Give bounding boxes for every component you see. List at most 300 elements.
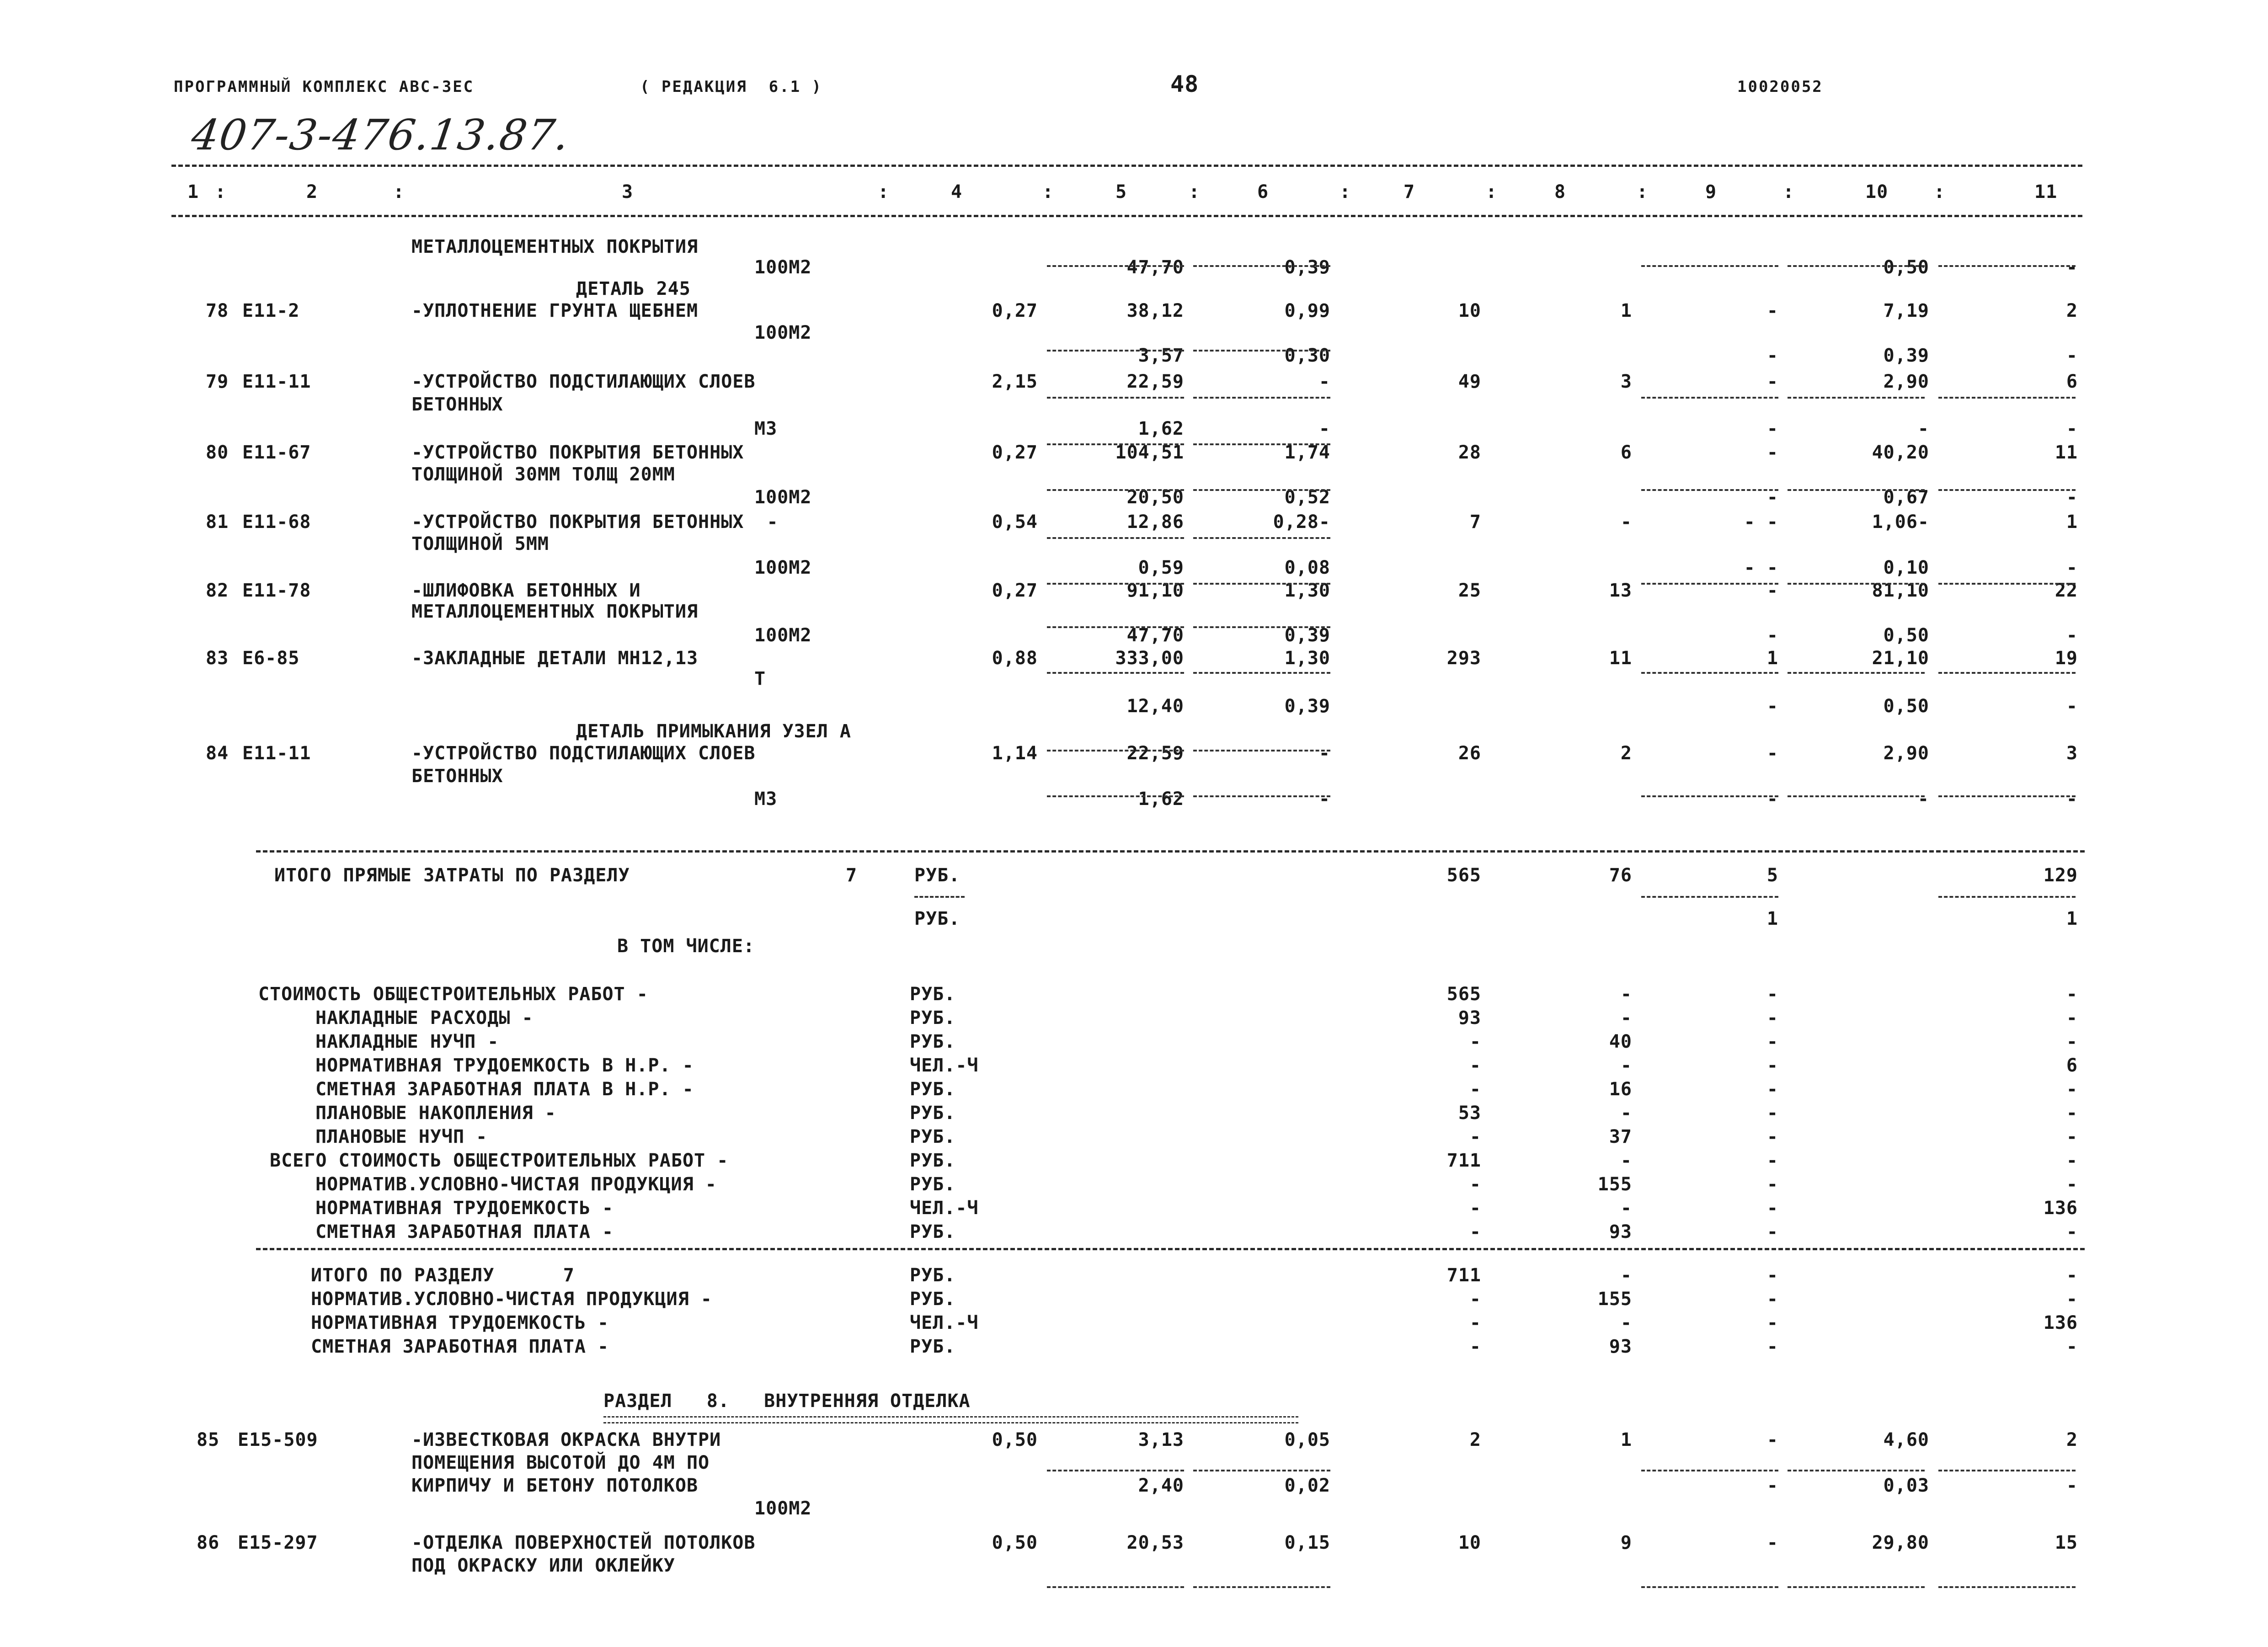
breakdown-c11: 136 xyxy=(2043,1198,2078,1219)
cell-underline xyxy=(1193,397,1330,399)
cell-c4: 2,15 xyxy=(992,371,1038,392)
cell-c9: - xyxy=(1766,345,1778,366)
work-description: 100М2 xyxy=(754,557,812,578)
cell-c9: - xyxy=(1766,300,1778,321)
breakdown-c7: - xyxy=(1469,1031,1481,1052)
cell-underline xyxy=(1193,537,1330,539)
breakdown-c7: - xyxy=(1469,1079,1481,1100)
column-separator: : xyxy=(1783,181,1795,203)
cell-c6: 0,99 xyxy=(1284,300,1330,321)
row-number: 83 xyxy=(206,648,229,669)
section-total-label: СМЕТНАЯ ЗАРАБОТНАЯ ПЛАТА - xyxy=(311,1336,609,1357)
cell-c11: - xyxy=(2066,557,2078,578)
section-total-label: ИТОГО ПО РАЗДЕЛУ 7 xyxy=(311,1265,575,1286)
cell-underline xyxy=(1938,795,2076,797)
column-separator: : xyxy=(1042,181,1054,203)
cell-c10: 1,06- xyxy=(1872,512,1929,533)
cell-c10: 29,80 xyxy=(1872,1532,1929,1553)
cell-underline xyxy=(1938,1586,2076,1588)
column-header-3: 3 xyxy=(622,181,634,203)
column-separator: : xyxy=(1339,181,1351,203)
breakdown-unit: РУБ. xyxy=(910,1103,956,1124)
cell-underline xyxy=(1641,583,1778,585)
cell-c4: 1,14 xyxy=(992,743,1038,764)
cell-underline xyxy=(1047,583,1184,585)
breakdown-c8: - xyxy=(1620,1150,1632,1171)
column-separator: : xyxy=(1637,181,1649,203)
cell-underline xyxy=(1641,1586,1778,1588)
breakdown-c7: 53 xyxy=(1458,1103,1481,1124)
cell-c5: 22,59 xyxy=(1126,743,1184,764)
section-total-c11: - xyxy=(2066,1336,2078,1357)
cell-c5: 12,40 xyxy=(1126,696,1184,717)
cell-underline xyxy=(1047,795,1184,797)
cell-underline xyxy=(1047,489,1184,491)
work-description: БЕТОННЫХ xyxy=(411,394,503,415)
cell-c10: 2,90 xyxy=(1883,371,1929,392)
totals-heading: ИТОГО ПРЯМЫЕ ЗАТРАТЫ ПО РАЗДЕЛУ xyxy=(274,865,630,886)
header-bottom-rule xyxy=(171,215,2082,217)
totals-unit: РУБ. xyxy=(914,865,961,886)
breakdown-c11: - xyxy=(2066,1126,2078,1147)
cell-underline xyxy=(1193,489,1330,491)
work-description: -УСТРОЙСТВО ПОДСТИЛАЮЩИХ СЛОЕВ xyxy=(411,371,756,392)
column-header-4: 4 xyxy=(951,181,963,203)
breakdown-c8: - xyxy=(1620,984,1632,1005)
cell-c5: 3,13 xyxy=(1138,1429,1184,1450)
cell-c10: 40,20 xyxy=(1872,442,1929,463)
section-total-unit: РУБ. xyxy=(910,1289,956,1310)
cell-c4: 0,27 xyxy=(992,442,1038,463)
breakdown-label: ПЛАНОВЫЕ НАКОПЛЕНИЯ - xyxy=(315,1103,556,1124)
cell-c6: - xyxy=(1318,743,1330,764)
cell-c9: - xyxy=(1766,487,1778,508)
cell-c7: 26 xyxy=(1458,743,1481,764)
breakdown-c7: - xyxy=(1469,1221,1481,1242)
cell-c5: 333,00 xyxy=(1115,648,1184,669)
cell-c10: 2,90 xyxy=(1883,743,1929,764)
breakdown-c8: - xyxy=(1620,1103,1632,1124)
cell-c6: 0,02 xyxy=(1284,1475,1330,1496)
breakdown-unit: РУБ. xyxy=(910,1079,956,1100)
section-total-c7: - xyxy=(1469,1336,1481,1357)
cell-c11: - xyxy=(2066,418,2078,439)
row-number: 84 xyxy=(206,743,229,764)
cell-c5: 0,59 xyxy=(1138,557,1184,578)
column-header-6: 6 xyxy=(1257,181,1269,203)
breakdown-c8: - xyxy=(1620,1055,1632,1076)
row-number: 78 xyxy=(206,300,229,321)
breakdown-c8: 16 xyxy=(1609,1079,1632,1100)
cell-c11: 11 xyxy=(2055,442,2078,463)
breakdown-c8: 155 xyxy=(1597,1174,1632,1195)
document-code: 10020052 xyxy=(1737,78,1823,96)
cell-underline xyxy=(1193,626,1330,628)
cell-underline xyxy=(1641,397,1778,399)
cell-c8: 2 xyxy=(1620,743,1632,764)
row-number: 86 xyxy=(197,1532,220,1553)
breakdown-label: НАКЛАДНЫЕ РАСХОДЫ - xyxy=(315,1007,534,1029)
totals-top-rule xyxy=(256,850,2085,853)
rate-code: Е11-11 xyxy=(242,743,311,764)
breakdown-c11: - xyxy=(2066,1150,2078,1171)
work-description: -УПЛОТНЕНИЕ ГРУНТА ЩЕБНЕМ xyxy=(411,300,699,321)
cell-c6: 0,28- xyxy=(1273,512,1330,533)
cell-c6: 0,39 xyxy=(1284,625,1330,646)
cell-c7: 10 xyxy=(1458,300,1481,321)
work-description: 100М2 xyxy=(754,257,812,278)
cell-underline xyxy=(1047,750,1184,752)
cell-c6: 0,08 xyxy=(1284,557,1330,578)
cell-underline xyxy=(1641,265,1778,267)
cell-underline xyxy=(1047,537,1184,539)
work-description: 100М2 xyxy=(754,487,812,508)
cell-underline xyxy=(1938,397,2076,399)
cell-underline xyxy=(1193,265,1330,267)
breakdown-c9: - xyxy=(1766,1221,1778,1242)
cell-c6: 0,30 xyxy=(1284,345,1330,366)
cell-underline xyxy=(1641,489,1778,491)
cell-c9: - xyxy=(1766,418,1778,439)
cell-underline xyxy=(1938,1470,2076,1471)
cell-c6: 1,30 xyxy=(1284,580,1330,601)
row-number: 80 xyxy=(206,442,229,463)
cell-underline xyxy=(1788,397,1925,399)
cell-c5: 47,70 xyxy=(1126,257,1184,278)
cell-c11: - xyxy=(2066,345,2078,366)
cell-c5: 1,62 xyxy=(1138,789,1184,810)
cell-underline xyxy=(1193,750,1330,752)
cell-c6: - xyxy=(1318,371,1330,392)
rate-code: Е11-11 xyxy=(242,371,311,392)
breakdown-c11: - xyxy=(2066,1031,2078,1052)
breakdown-c7: - xyxy=(1469,1055,1481,1076)
row-number: 81 xyxy=(206,512,229,533)
breakdown-c7: 93 xyxy=(1458,1007,1481,1029)
table-top-rule xyxy=(171,165,2082,167)
cell-c5: 12,86 xyxy=(1126,512,1184,533)
cell-c10: 0,03 xyxy=(1883,1475,1929,1496)
work-description: ДЕТАЛЬ 245 xyxy=(576,278,691,299)
work-description: -УСТРОЙСТВО ПОКРЫТИЯ БЕТОННЫХ - xyxy=(411,512,779,533)
cell-c10: - xyxy=(1917,789,1929,810)
section-total-c11: 136 xyxy=(2043,1312,2078,1333)
cell-underline xyxy=(1938,265,2076,267)
column-header-5: 5 xyxy=(1115,181,1127,203)
cell-c11: - xyxy=(2066,1475,2078,1496)
cell-c4: 0,50 xyxy=(992,1429,1038,1450)
totals-sub-c11: 1 xyxy=(2066,908,2078,929)
in-that-number-label: В ТОМ ЧИСЛЕ: xyxy=(617,936,755,957)
cell-c7: 293 xyxy=(1446,648,1481,669)
cell-c9: - - xyxy=(1744,557,1778,578)
cell-c11: - xyxy=(2066,487,2078,508)
cell-c4: 0,27 xyxy=(992,580,1038,601)
breakdown-c11: - xyxy=(2066,1221,2078,1242)
column-header-1: 1 xyxy=(187,181,199,203)
breakdown-unit: РУБ. xyxy=(910,1150,956,1171)
section-total-unit: ЧЕЛ.-Ч xyxy=(910,1312,979,1333)
cell-c11: - xyxy=(2066,696,2078,717)
cell-c5: 20,53 xyxy=(1126,1532,1184,1553)
work-description: 100М2 xyxy=(754,1498,812,1519)
work-description: ТОЛЩИНОЙ 5ММ xyxy=(411,533,549,554)
totals-sub-c9: 1 xyxy=(1766,908,1778,929)
section-total-c8: 93 xyxy=(1609,1336,1632,1357)
cell-c11: 19 xyxy=(2055,648,2078,669)
cell-underline xyxy=(1938,583,2076,585)
cell-c10: 0,67 xyxy=(1883,487,1929,508)
cell-c5: 22,59 xyxy=(1126,371,1184,392)
work-description: -УСТРОЙСТВО ПОКРЫТИЯ БЕТОННЫХ xyxy=(411,442,744,463)
cell-c6: - xyxy=(1318,789,1330,810)
section-total-c8: 155 xyxy=(1597,1289,1632,1310)
cell-underline xyxy=(1193,672,1330,674)
rate-code: Е15-509 xyxy=(238,1429,318,1450)
cell-underline xyxy=(1047,1586,1184,1588)
cell-c11: 22 xyxy=(2055,580,2078,601)
cell-underline xyxy=(1938,672,2076,674)
cell-underline xyxy=(1641,1470,1778,1471)
cell-underline xyxy=(1938,896,2076,898)
cell-underline xyxy=(1788,1470,1925,1471)
cell-c11: 3 xyxy=(2066,743,2078,764)
column-header-8: 8 xyxy=(1554,181,1566,203)
breakdown-c7: 565 xyxy=(1446,984,1481,1005)
breakdown-c7: - xyxy=(1469,1198,1481,1219)
cell-c11: - xyxy=(2066,257,2078,278)
cell-c4: 0,50 xyxy=(992,1532,1038,1553)
cell-c5: 20,50 xyxy=(1126,487,1184,508)
totals-c11: 129 xyxy=(2043,865,2078,886)
work-description: КИРПИЧУ И БЕТОНУ ПОТОЛКОВ xyxy=(411,1475,699,1496)
cell-c6: - xyxy=(1318,418,1330,439)
cell-c8: 13 xyxy=(1609,580,1632,601)
breakdown-c11: - xyxy=(2066,1174,2078,1195)
cell-c9: - xyxy=(1766,580,1778,601)
column-separator: : xyxy=(393,181,405,203)
handwritten-project-number: 407-3-476.13.87. xyxy=(188,111,573,160)
cell-c10: - xyxy=(1917,418,1929,439)
cell-underline xyxy=(1047,350,1184,352)
cell-c10: 0,39 xyxy=(1883,345,1929,366)
breakdown-unit: РУБ. xyxy=(910,1126,956,1147)
rate-code: Е11-2 xyxy=(242,300,300,321)
section-total-c9: - xyxy=(1766,1336,1778,1357)
breakdown-label: НОРМАТИВНАЯ ТРУДОЕМКОСТЬ В Н.Р. - xyxy=(315,1055,694,1076)
breakdown-c9: - xyxy=(1766,1007,1778,1029)
cell-c5: 91,10 xyxy=(1126,580,1184,601)
section-total-c11: - xyxy=(2066,1265,2078,1286)
work-description: -ИЗВЕСТКОВАЯ ОКРАСКА ВНУТРИ xyxy=(411,1429,721,1450)
column-separator: : xyxy=(878,181,890,203)
cell-underline xyxy=(1047,672,1184,674)
cell-c8: 1 xyxy=(1620,1429,1632,1450)
row-number: 82 xyxy=(206,580,229,601)
totals-unit-2: РУБ. xyxy=(914,908,961,929)
work-description: БЕТОННЫХ xyxy=(411,766,503,787)
work-description: -ЗАКЛАДНЫЕ ДЕТАЛИ МН12,13 xyxy=(411,648,699,669)
column-header-9: 9 xyxy=(1705,181,1717,203)
breakdown-c7: - xyxy=(1469,1174,1481,1195)
cell-underline xyxy=(1047,1470,1184,1471)
cell-underline xyxy=(1193,350,1330,352)
breakdown-unit: РУБ. xyxy=(910,1221,956,1242)
breakdown-c7: - xyxy=(1469,1126,1481,1147)
breakdown-label: СМЕТНАЯ ЗАРАБОТНАЯ ПЛАТА - xyxy=(315,1221,614,1242)
cell-c5: 47,70 xyxy=(1126,625,1184,646)
work-description: ПОД ОКРАСКУ ИЛИ ОКЛЕЙКУ xyxy=(411,1555,675,1576)
column-header-7: 7 xyxy=(1403,181,1415,203)
work-description: ДЕТАЛЬ ПРИМЫКАНИЯ УЗЕЛ А xyxy=(576,721,851,742)
breakdown-unit: ЧЕЛ.-Ч xyxy=(910,1198,979,1219)
cell-c8: 3 xyxy=(1620,371,1632,392)
column-separator: : xyxy=(215,181,227,203)
cell-underline xyxy=(1047,626,1184,628)
work-description: -ОТДЕЛКА ПОВЕРХНОСТЕЙ ПОТОЛКОВ xyxy=(411,1532,756,1553)
cell-underline xyxy=(1193,795,1330,797)
cell-c10: 7,19 xyxy=(1883,300,1929,321)
breakdown-label: НОРМАТИВ.УСЛОВНО-ЧИСТАЯ ПРОДУКЦИЯ - xyxy=(315,1174,717,1195)
cell-c11: - xyxy=(2066,625,2078,646)
cell-c11: 15 xyxy=(2055,1532,2078,1553)
breakdown-c11: - xyxy=(2066,1103,2078,1124)
rate-code: Е15-297 xyxy=(238,1532,318,1553)
cell-c10: 81,10 xyxy=(1872,580,1929,601)
work-description: ПОМЕЩЕНИЯ ВЫСОТОЙ ДО 4М ПО xyxy=(411,1452,710,1473)
cell-underline xyxy=(1641,672,1778,674)
cell-c10: 0,50 xyxy=(1883,257,1929,278)
cell-c9: 1 xyxy=(1766,648,1778,669)
breakdown-c9: - xyxy=(1766,1126,1778,1147)
section-total-c8: - xyxy=(1620,1312,1632,1333)
breakdown-c7: 711 xyxy=(1446,1150,1481,1171)
section-total-rule xyxy=(256,1248,2085,1250)
cell-underline xyxy=(1193,1586,1330,1588)
breakdown-c11: - xyxy=(2066,984,2078,1005)
section-total-c9: - xyxy=(1766,1312,1778,1333)
cell-c6: 1,30 xyxy=(1284,648,1330,669)
cell-c6: 0,39 xyxy=(1284,696,1330,717)
breakdown-unit: ЧЕЛ.-Ч xyxy=(910,1055,979,1076)
cell-c7: 25 xyxy=(1458,580,1481,601)
breakdown-c11: - xyxy=(2066,1079,2078,1100)
cell-c5: 104,51 xyxy=(1115,442,1184,463)
section-total-c9: - xyxy=(1766,1289,1778,1310)
breakdown-c9: - xyxy=(1766,1150,1778,1171)
page-number: 48 xyxy=(1170,71,1199,97)
cell-underline xyxy=(1047,443,1184,445)
cell-c8: 9 xyxy=(1620,1532,1632,1553)
work-description: 100М2 xyxy=(754,322,812,343)
section-8-heading: РАЗДЕЛ 8. ВНУТРЕННЯЯ ОТДЕЛКА xyxy=(603,1391,971,1412)
section-total-c8: - xyxy=(1620,1265,1632,1286)
totals-c9: 5 xyxy=(1766,865,1778,886)
cell-c5: 38,12 xyxy=(1126,300,1184,321)
column-header-11: 11 xyxy=(2034,181,2058,203)
breakdown-c8: 40 xyxy=(1609,1031,1632,1052)
cell-c10: 0,50 xyxy=(1883,696,1929,717)
breakdown-label: СМЕТНАЯ ЗАРАБОТНАЯ ПЛАТА В Н.Р. - xyxy=(315,1079,694,1100)
cell-underline xyxy=(1788,583,1925,585)
breakdown-label: СТОИМОСТЬ ОБЩЕСТРОИТЕЛЬНЫХ РАБОТ - xyxy=(258,984,648,1005)
cell-underline xyxy=(1193,443,1330,445)
cell-c9: - xyxy=(1766,1475,1778,1496)
cell-c9: - xyxy=(1766,1429,1778,1450)
cell-c6: 0,52 xyxy=(1284,487,1330,508)
breakdown-unit: РУБ. xyxy=(910,1031,956,1052)
section-total-unit: РУБ. xyxy=(910,1265,956,1286)
section-total-unit: РУБ. xyxy=(910,1336,956,1357)
breakdown-c9: - xyxy=(1766,1198,1778,1219)
breakdown-c9: - xyxy=(1766,1031,1778,1052)
cell-c7: 10 xyxy=(1458,1532,1481,1553)
rate-code: Е11-68 xyxy=(242,512,311,533)
work-description: ТОЛЩИНОЙ 30ММ ТОЛЩ 20ММ xyxy=(411,464,675,485)
cell-underline xyxy=(1641,795,1778,797)
work-description: Т xyxy=(754,668,766,689)
row-number: 79 xyxy=(206,371,229,392)
cell-underline xyxy=(914,896,965,898)
breakdown-c9: - xyxy=(1766,1079,1778,1100)
cell-c8: 1 xyxy=(1620,300,1632,321)
column-header-2: 2 xyxy=(306,181,318,203)
cell-c6: 0,39 xyxy=(1284,257,1330,278)
section-total-c7: 711 xyxy=(1446,1265,1481,1286)
cell-underline xyxy=(1938,489,2076,491)
cell-c7: 2 xyxy=(1469,1429,1481,1450)
breakdown-label: ПЛАНОВЫЕ НУЧП - xyxy=(315,1126,488,1147)
breakdown-c8: - xyxy=(1620,1007,1632,1029)
totals-c8: 76 xyxy=(1609,865,1632,886)
rate-code: Е11-78 xyxy=(242,580,311,601)
rate-code: Е6-85 xyxy=(242,648,300,669)
cell-c9: - xyxy=(1766,743,1778,764)
cell-c9: - xyxy=(1766,1532,1778,1553)
cell-c7: 49 xyxy=(1458,371,1481,392)
breakdown-c9: - xyxy=(1766,1055,1778,1076)
cell-c10: 21,10 xyxy=(1872,648,1929,669)
work-description: -УСТРОЙСТВО ПОДСТИЛАЮЩИХ СЛОЕВ xyxy=(411,743,756,764)
cell-c9: - xyxy=(1766,442,1778,463)
section-total-c9: - xyxy=(1766,1265,1778,1286)
cell-c6: 1,74 xyxy=(1284,442,1330,463)
work-description: 100М2 xyxy=(754,625,812,646)
cell-c8: 11 xyxy=(1609,648,1632,669)
work-description: М3 xyxy=(754,789,778,810)
breakdown-c9: - xyxy=(1766,1174,1778,1195)
totals-c7: 565 xyxy=(1446,865,1481,886)
rate-code: Е11-67 xyxy=(242,442,311,463)
cell-c9: - xyxy=(1766,625,1778,646)
cell-c11: - xyxy=(2066,789,2078,810)
cell-c11: 6 xyxy=(2066,371,2078,392)
cell-c11: 2 xyxy=(2066,1429,2078,1450)
section-total-c11: - xyxy=(2066,1289,2078,1310)
breakdown-unit: РУБ. xyxy=(910,1174,956,1195)
column-separator: : xyxy=(1189,181,1201,203)
cell-c5: 1,62 xyxy=(1138,418,1184,439)
breakdown-c8: - xyxy=(1620,1198,1632,1219)
cell-underline xyxy=(1047,265,1184,267)
work-description: МЕТАЛЛОЦЕМЕНТНЫХ ПОКРЫТИЯ xyxy=(411,236,699,257)
cell-underline xyxy=(1193,1470,1330,1471)
breakdown-c8: 37 xyxy=(1609,1126,1632,1147)
cell-c5: 3,57 xyxy=(1138,345,1184,366)
cell-c4: 0,27 xyxy=(992,300,1038,321)
cell-c4: 0,54 xyxy=(992,512,1038,533)
section-total-label: НОРМАТИВНАЯ ТРУДОЕМКОСТЬ - xyxy=(311,1312,609,1333)
